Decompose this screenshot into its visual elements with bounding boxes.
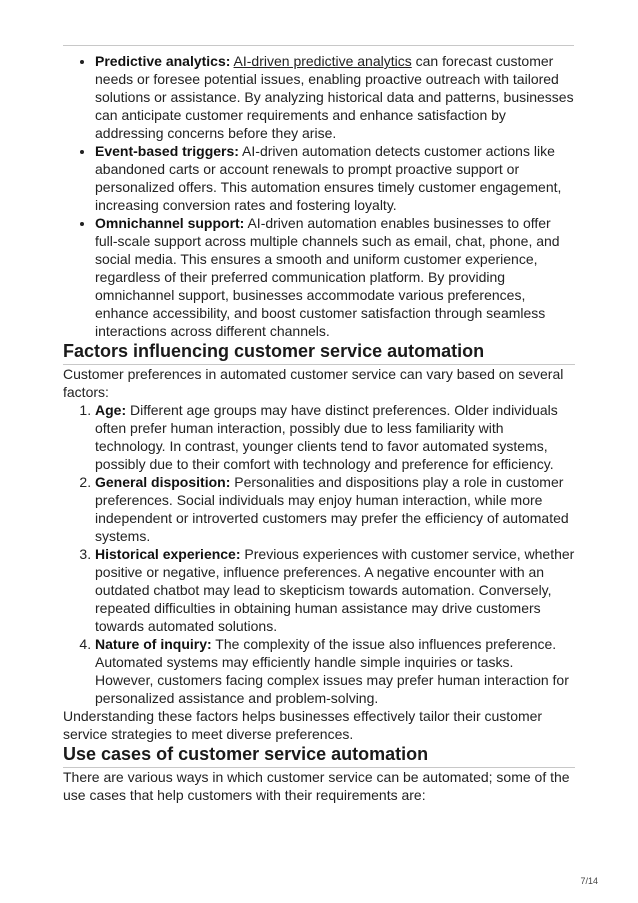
section-heading-factors: Factors influencing customer service automation: [63, 340, 575, 365]
top-divider: [63, 45, 574, 46]
item-text: The complexity of the issue also influences preference. Automated systems may efficiently handle simple inquiries or tasks. However, customers facing complex issues may prefer human interaction for personalized assistance and problem-solving.: [95, 636, 569, 706]
item-text: Personalities and dispositions play a role in customer preferences. Social individuals may enjoy human interaction, while more independent or introverted customers may prefer the efficiency of automated systems.: [95, 474, 569, 544]
item-lead: Omnichannel support:: [95, 215, 245, 231]
item-lead: Predictive analytics:: [95, 53, 231, 69]
list-item: [95, 52, 575, 142]
item-text: can forecast customer needs or foresee potential issues, enabling proactive outreach with tailored solutions or assistance. By analyzing historical data and patterns, businesses can anticipate customer requirements and enhance satisfaction by addressing concerns before they arise.: [95, 53, 574, 141]
list-item: [95, 401, 575, 473]
item-lead: Historical experience:: [95, 546, 241, 562]
list-item: [95, 473, 575, 545]
use-cases-intro: There are various ways in which customer service can be automated; some of the use cases that help customers with their requirements are:: [63, 769, 570, 803]
item-text: Different age groups may have distinct preferences. Older individuals often prefer human interaction, possibly due to less familiarity with technology. In contrast, younger clients tend to favor automated systems, possibly due to their comfort with technology and preference for efficiency.: [95, 402, 558, 472]
item-text: AI-driven automation detects customer actions like abandoned carts or account renewals to prompt proactive support or personalized offers. This automation ensures timely customer engagement, increasing conversion rates and fostering loyalty.: [95, 143, 562, 213]
page-number: 7/14: [580, 876, 598, 886]
item-lead: General disposition:: [95, 474, 231, 490]
factors-intro: Customer preferences in automated customer service can vary based on several factors:: [63, 366, 564, 400]
list-item: [95, 545, 575, 635]
item-lead: Nature of inquiry:: [95, 636, 212, 652]
list-item: [95, 635, 575, 707]
item-text: Previous experiences with customer service, whether positive or negative, influence preferences. A negative encounter with an outdated chatbot may lead to skepticism towards automation. Conversely, repeated difficulties in obtaining human assistance may drive customers towards automated solutions.: [95, 546, 575, 634]
item-lead: Age:: [95, 402, 127, 418]
list-item: [95, 214, 575, 340]
item-text: AI-driven automation enables businesses to offer full-scale support across multiple channels such as email, chat, phone, and social media. This ensures a smooth and uniform customer experience, regardless of their preferred communication platform. By providing omnichannel support, businesses accommodate various preferences, enhance accessibility, and boost customer satisfaction through seamless interactions across different channels.: [95, 215, 560, 339]
item-lead: Event-based triggers:: [95, 143, 239, 159]
section-heading-use-cases: Use cases of customer service automation: [63, 743, 575, 768]
factors-list: [63, 401, 575, 707]
automation-benefits-list: [63, 52, 575, 340]
factors-summary: Understanding these factors helps businesses effectively tailor their customer service strategies to meet diverse preferences.: [63, 708, 543, 742]
list-item: [95, 142, 575, 214]
page-content: [63, 52, 575, 804]
predictive-analytics-link[interactable]: AI-driven predictive analytics: [233, 53, 412, 69]
